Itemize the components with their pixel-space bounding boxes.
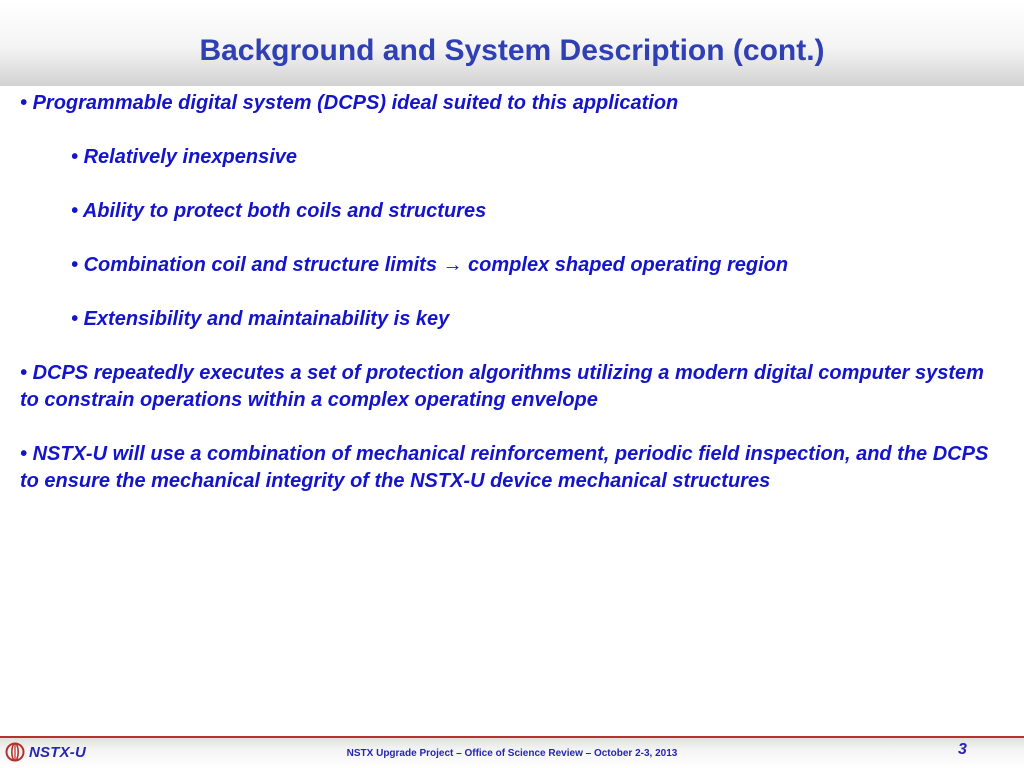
bullet-text: NSTX-U will use a combination of mechanical reinforcement, periodic field inspection, and the DCPS to ensure the mechanical integrity of the NSTX-U device mechanical structures bbox=[20, 443, 989, 492]
bullet-symbol: • bbox=[71, 146, 79, 168]
bullet-symbol: • bbox=[20, 92, 28, 114]
footer-divider bbox=[0, 736, 1024, 738]
slide-body bbox=[20, 90, 995, 495]
logo-text: NSTX-U bbox=[29, 743, 87, 761]
bullet-text: Programmable digital system (DCPS) ideal suited to this application bbox=[32, 92, 679, 114]
footer-caption: NSTX Upgrade Project – Office of Science Review – October 2-3, 2013 bbox=[346, 748, 678, 759]
sub-bullet-item bbox=[20, 198, 995, 225]
bullet-text: Relatively inexpensive bbox=[83, 146, 298, 168]
bullet-text: Ability to protect both coils and structures bbox=[82, 200, 487, 222]
bullet-symbol: • bbox=[20, 362, 28, 384]
slide-title: Background and System Description (cont.) bbox=[199, 34, 825, 67]
bullet-item bbox=[20, 360, 995, 414]
sub-bullet-item bbox=[20, 306, 995, 333]
page-number: 3 bbox=[958, 741, 967, 758]
sub-bullet-item bbox=[20, 252, 995, 279]
bullet-text: Combination coil and structure limits → complex shaped operating region bbox=[83, 254, 789, 276]
bullet-text: DCPS repeatedly executes a set of protection algorithms utilizing a modern digital computer system to constrain operations within a complex operating envelope bbox=[20, 362, 984, 411]
sub-bullet-item bbox=[20, 144, 995, 171]
bullet-symbol: • bbox=[20, 443, 28, 465]
bullet-symbol: • bbox=[71, 254, 79, 276]
bullet-symbol: • bbox=[71, 308, 79, 330]
bullet-item bbox=[20, 90, 995, 117]
bullet-text: Extensibility and maintainability is key bbox=[83, 308, 450, 330]
bullet-item bbox=[20, 441, 995, 495]
bullet-symbol: • bbox=[71, 200, 79, 222]
